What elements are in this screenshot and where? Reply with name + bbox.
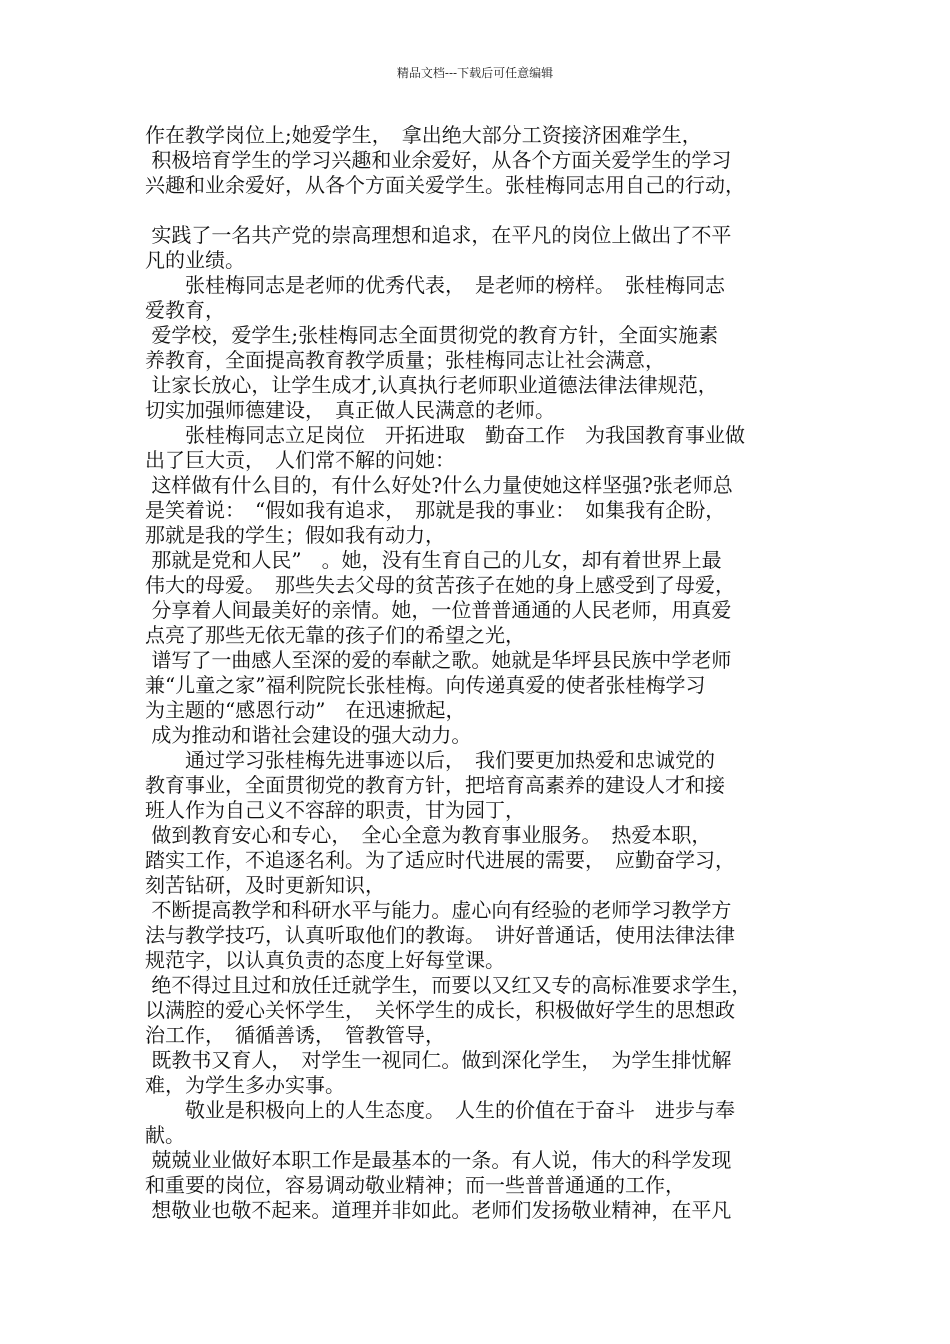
text-line: 不断提高教学和科研水平与能力。虚心向有经验的老师学习教学方 [145, 898, 732, 922]
text-line: 爱教育， [145, 298, 225, 322]
text-line: 凡的业绩。 [145, 248, 245, 272]
text-line: 那就是我的学生；假如我有动力， [145, 523, 445, 547]
text-line: 敬业是积极向上的人生态度。 人生的价值在于奋斗 进步与奉 [145, 1098, 735, 1122]
text-line: 兴趣和业余爱好，从各个方面关爱学生。张桂梅同志用自己的行动， [145, 173, 745, 197]
text-line: 张桂梅同志是老师的优秀代表， 是老师的榜样。 张桂梅同志 [145, 273, 725, 297]
document-body [145, 123, 825, 1223]
text-line: 做到教育安心和专心， 全心全意为教育事业服务。 热爱本职， [145, 823, 712, 847]
text-line: 难，为学生多办实事。 [145, 1073, 345, 1097]
text-line: 通过学习张桂梅先进事迹以后， 我们要更加热爱和忠诚党的 [145, 748, 715, 772]
text-line: 那就是党和人民” 。她，没有生育自己的儿女，却有着世界上最 [145, 548, 722, 572]
text-line: 爱学校，爱学生;张桂梅同志全面贯彻党的教育方针，全面实施素 [145, 323, 719, 347]
text-line: 献。 [145, 1123, 185, 1147]
page-header: 精品文档---下载后可任意编辑 [396, 66, 554, 80]
text-line: 法与教学技巧，认真听取他们的教诲。 讲好普通话，使用法律法律 [145, 923, 735, 947]
text-line: 兢兢业业做好本职工作是最基本的一条。有人说，伟大的科学发现 [145, 1148, 732, 1172]
text-line: 绝不得过且过和放任迁就学生，而要以又红又专的高标准要求学生， [145, 973, 752, 997]
text-line: 养教育，全面提高教育教学质量；张桂梅同志让社会满意， [145, 348, 665, 372]
text-line: 谱写了一曲感人至深的爱的奉献之歌。她就是华坪县民族中学老师 [145, 648, 732, 672]
text-line: 和重要的岗位，容易调动敬业精神；而一些普普通通的工作， [145, 1173, 685, 1197]
text-line: 治工作， 循循善诱， 管教管导， [145, 1023, 445, 1047]
text-line: 踏实工作，不追逐名利。为了适应时代进展的需要， 应勤奋学习， [145, 848, 735, 872]
text-line: 这样做有什么目的，有什么好处?什么力量使她这样坚强?张老师总 [145, 473, 733, 497]
text-line: 出了巨大贡， 人们常不解的问她： [145, 448, 455, 472]
text-line: 是笑着说： “假如我有追求， 那就是我的事业： 如集我有企盼， [145, 498, 726, 522]
text-line: 既教书又育人， 对学生一视同仁。做到深化学生， 为学生排忧解 [145, 1048, 732, 1072]
text-line: 实践了一名共产党的崇高理想和追求，在平凡的岗位上做出了不平 [145, 223, 732, 247]
text-line: 规范字，以认真负责的态度上好每堂课。 [145, 948, 505, 972]
blank-line [145, 198, 825, 223]
text-line: 班人作为自己义不容辞的职责，甘为园丁， [145, 798, 525, 822]
text-line: 积极培育学生的学习兴趣和业余爱好，从各个方面关爱学生的学习 [145, 148, 732, 172]
text-line: 分享着人间最美好的亲情。她，一位普普通通的人民老师，用真爱 [145, 598, 732, 622]
text-line: 为主题的“感恩行动” 在迅速掀起， [145, 698, 466, 722]
text-line: 刻苦钻研，及时更新知识， [145, 873, 385, 897]
text-line: 成为推动和谐社会建设的强大动力。 [145, 723, 472, 747]
text-line: 想敬业也敬不起来。道理并非如此。老师们发扬敬业精神，在平凡 [145, 1198, 732, 1222]
text-line: 张桂梅同志立足岗位 开拓进取 勤奋工作 为我国教育事业做 [145, 423, 745, 447]
text-line: 以满腔的爱心关怀学生， 关怀学生的成长，积极做好学生的思想政 [145, 998, 735, 1022]
text-line: 兼“儿童之家”福利院院长张桂梅。向传递真爱的使者张桂梅学习 [145, 673, 706, 697]
text-line: 教育事业，全面贯彻党的教育方针，把培育高素养的建设人才和接 [145, 773, 725, 797]
text-line: 让家长放心，让学生成才,认真执行老师职业道德法律法律规范， [145, 373, 718, 397]
text-line: 作在教学岗位上;她爱学生， 拿出绝大部分工资接济困难学生， [145, 123, 702, 147]
text-line: 点亮了那些无依无靠的孩子们的希望之光， [145, 623, 525, 647]
text-line: 切实加强师德建设， 真正做人民满意的老师。 [145, 398, 555, 422]
text-line: 伟大的母爱。 那些失去父母的贫苦孩子在她的身上感受到了母爱， [145, 573, 735, 597]
